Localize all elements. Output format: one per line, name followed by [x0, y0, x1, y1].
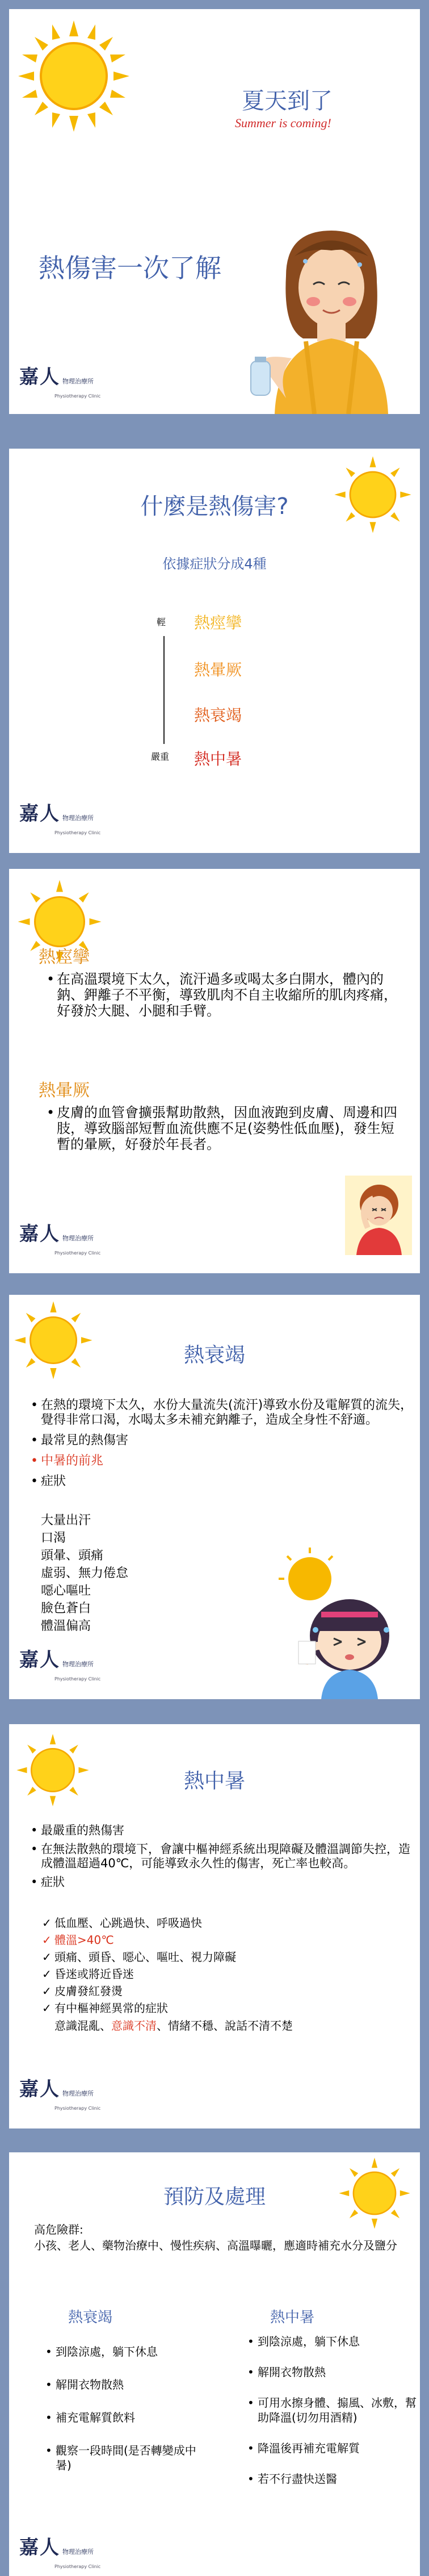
slide-title: 什麼是熱傷害?: [140, 494, 289, 520]
exhaustion-steps: [43, 2344, 209, 2473]
check-item: ✓ 有中樞神經異常的症狀: [54, 2000, 418, 2017]
bullet-text: • 症狀: [41, 1474, 415, 1489]
logo-mark: 嘉人: [19, 1649, 60, 1671]
slide-title: 預防及處理: [163, 2185, 266, 2209]
bullet-text: • 皮膚的血管會擴張幫助散熱，因血液跑到皮膚、周邊和四肢，導致腦部短暫血流供應不足(姿勢性低血壓)，發生短暫的暈厥，好發於年長者。: [57, 1105, 402, 1152]
check-item: ✓ 低血壓、心跳過快、呼吸過快: [54, 1914, 418, 1931]
step-item: • 解開衣物散熱: [56, 2377, 209, 2392]
clinic-logo: [19, 798, 100, 837]
logo-subtext: Physiotherapy Clinic: [54, 1676, 101, 1682]
bullet-text: • 最嚴重的熱傷害: [41, 1824, 415, 1838]
logo-mark: 嘉人: [19, 2078, 60, 2101]
slide-subtitle: Summer is coming!: [235, 116, 331, 130]
logo-subtext: Physiotherapy Clinic: [54, 830, 101, 835]
check-item: ✓ 昏迷或將近昏迷: [54, 1966, 418, 1983]
woman-illustration: [246, 225, 411, 414]
symptom-item: 大量出汗: [41, 1513, 91, 1528]
column-title-exhaustion: 熱衰竭: [68, 2309, 113, 2326]
bullet-text: • 在熱的環境下太久，水份大量流失(流汗)導致水份及電解質的流失，覺得非常口渴，水喝太多未補充鈉離子，造成全身性不舒適。: [41, 1398, 415, 1428]
bullet-list: [44, 1105, 402, 1152]
bullet-list: [28, 1398, 415, 1489]
stroke-steps: [245, 2334, 417, 2486]
check-item: ✓ 皮膚發紅發燙: [54, 1983, 418, 2000]
slide-cramp-syncope: [9, 869, 420, 1273]
bullet-list: [44, 971, 402, 1019]
scale-mild-label: 輕: [157, 617, 166, 628]
logo-text: 物理治療所: [62, 1661, 94, 1668]
slide-title: 熱中暑: [183, 1770, 245, 1793]
scale-arrow: [163, 636, 165, 744]
step-item: • 到陰涼處，躺下休息: [56, 2344, 209, 2359]
check-item: ✓ 體溫>40℃: [54, 1931, 418, 1948]
bullet-text: • 中暑的前兆: [41, 1454, 415, 1469]
scale-severe-label: 嚴重: [151, 751, 170, 762]
level-4: 熱中暑: [194, 750, 242, 768]
step-item: • 觀察一段時間(是否轉變成中暑): [56, 2443, 209, 2473]
step-item: • 可用水擦身體、搧風、冰敷，幫助降溫(切勿用酒精): [258, 2395, 417, 2425]
symptom-part: 意識混亂、: [54, 2019, 111, 2033]
logo-text: 物理治療所: [62, 1235, 94, 1242]
symptom-item: 噁心嘔吐: [41, 1584, 91, 1598]
bullet-text: • 在高溫環境下太久，流汗過多或喝太多白開水，體內的鈉、鉀離子不平衡，導致肌肉不自主收縮所的肌肉疼痛，好發於大腿、小腿和手臂。: [57, 971, 402, 1019]
logo-subtext: Physiotherapy Clinic: [54, 2106, 101, 2111]
bullet-text: • 在無法散熱的環境下，會讓中樞神經系統出現障礙及體溫調節失控，造成體溫超過40℃，可能導致永久性的傷害，死亡率也較高。: [41, 1842, 415, 1871]
dizzy-woman-illustration: [345, 1176, 412, 1255]
slide-heading: 熱傷害一次了解: [39, 253, 221, 283]
sweating-girl-illustration: [259, 1545, 412, 1699]
symptom-item: 體溫偏高: [41, 1619, 91, 1633]
step-item: • 若不行盡快送醫: [258, 2472, 417, 2486]
logo-text: 物理治療所: [62, 378, 94, 385]
logo-text: 物理治療所: [62, 2548, 94, 2556]
clinic-logo: [19, 2532, 100, 2570]
logo-mark: 嘉人: [19, 2536, 60, 2559]
slide-prevention: [9, 2152, 420, 2576]
slide-subtitle: 依據症狀分成4種: [162, 556, 267, 572]
step-item: • 補充電解質飲料: [56, 2410, 209, 2425]
symptom-part: 、情緒不穩、說話不清不楚: [157, 2019, 293, 2033]
check-item: ✓ 頭痛、頭昏、噁心、嘔吐、視力障礙: [54, 1948, 418, 1966]
level-1: 熱痙攣: [194, 613, 242, 632]
step-item: • 到陰涼處，躺下休息: [258, 2334, 417, 2349]
step-item: • 解開衣物散熱: [258, 2365, 417, 2380]
symptom-item: 虛弱、無力倦怠: [41, 1566, 129, 1580]
slide-title: 夏天到了: [242, 88, 333, 114]
logo-text: 物理治療所: [62, 2090, 94, 2097]
slide-heat-stroke: [9, 1724, 420, 2128]
consciousness-symptoms: [54, 2017, 293, 2033]
clinic-logo: [19, 1218, 100, 1257]
risk-text: 小孩、老人、藥物治療中、慢性疾病、高溫曝曬，應適時補充水分及鹽分: [34, 2239, 397, 2252]
slide-what-is: [9, 449, 420, 853]
symptom-item: 臉色蒼白: [41, 1601, 91, 1616]
step-item: • 降溫後再補充電解質: [258, 2441, 417, 2456]
slide-summer-intro: [9, 9, 420, 414]
logo-mark: 嘉人: [19, 366, 60, 388]
level-2: 熱暈厥: [194, 660, 242, 679]
check-list: [41, 1914, 418, 2017]
sun-icon: [17, 19, 131, 133]
clinic-logo: [19, 361, 100, 400]
symptom-item: 頭暈、頭痛: [41, 1549, 104, 1563]
level-3: 熱衰竭: [194, 706, 242, 725]
logo-mark: 嘉人: [19, 802, 60, 825]
section-heading: 熱暈厥: [39, 1081, 90, 1101]
section-heading: 熱痙攣: [39, 947, 90, 967]
bullet-text: • 最常見的熱傷害: [41, 1433, 415, 1448]
slide-title: 熱衰竭: [183, 1344, 245, 1367]
risk-label: 高危險群:: [34, 2223, 83, 2236]
bullet-text: • 症狀: [41, 1875, 415, 1889]
clinic-logo: [19, 1644, 100, 1683]
bullet-list: [28, 1824, 415, 1889]
logo-mark: 嘉人: [19, 1223, 60, 1245]
clinic-logo: [19, 2073, 100, 2112]
logo-subtext: Physiotherapy Clinic: [54, 2564, 101, 2569]
logo-subtext: Physiotherapy Clinic: [54, 1251, 101, 1256]
slide-heat-exhaustion: [9, 1295, 420, 1699]
risk-group: [34, 2222, 397, 2253]
logo-text: 物理治療所: [62, 814, 94, 822]
symptom-part-red: 意識不清: [111, 2019, 157, 2033]
column-title-stroke: 熱中暑: [270, 2309, 315, 2326]
symptom-list: [41, 1512, 128, 1635]
logo-subtext: Physiotherapy Clinic: [54, 394, 101, 399]
symptom-item: 口渴: [41, 1531, 66, 1545]
